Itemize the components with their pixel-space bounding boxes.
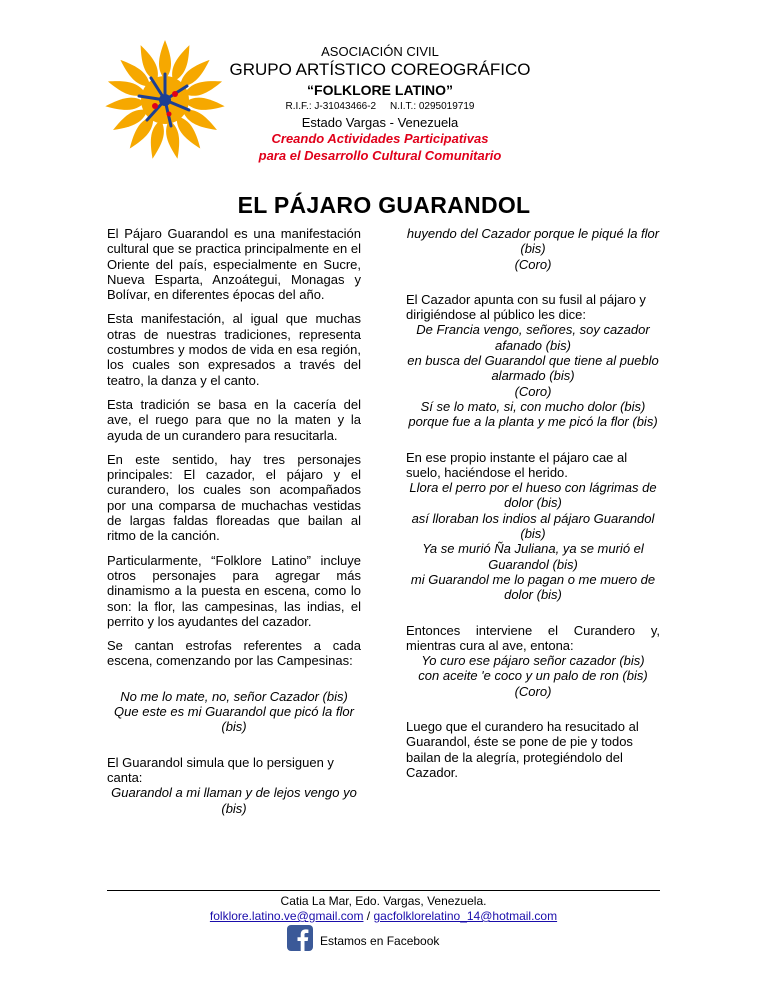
- paragraph: Entonces interviene el Curandero y, mientras cura al ave, entona:: [406, 622, 660, 653]
- page-title: EL PÁJARO GUARANDOL: [237, 192, 531, 218]
- verse: Que este es mi Guarandol que picó la flor (bis): [114, 704, 354, 735]
- verse: (Coro): [514, 683, 552, 699]
- paragraph: Esta manifestación, al igual que muchas otras de nuestras tradiciones, representa costumbres y modos de vida en esa región, los cuales son expresados a través del teatro, la danza y el canto.: [107, 311, 361, 388]
- paragraph: En ese propio instante el pájaro cae al suelo, haciéndose el herido.: [406, 449, 628, 480]
- paragraph: El Cazador apunta con su fusil al pájaro y dirigiéndose al público les dice:: [406, 291, 646, 323]
- header-slogan-1: Creando Actividades Participativas: [271, 131, 489, 146]
- header-org-type: ASOCIACIÓN CIVIL: [321, 44, 439, 59]
- verse: No me lo mate, no, señor Cazador (bis): [120, 688, 348, 704]
- verse: en busca del Guarandol que tiene al pueblo alarmado (bis): [407, 353, 659, 384]
- email-separator: /: [363, 909, 374, 923]
- verse: De Francia vengo, señores, soy cazador afanado (bis): [416, 322, 650, 353]
- facebook-label[interactable]: Estamos en Facebook: [320, 934, 440, 948]
- paragraph: Particularmente, “Folklore Latino” incluye otros personajes para agregar más dinamismo a la puesta en escena, como lo son: la flor, las campesinas, las indias, el perrito y los ayudantes del cazador.: [107, 552, 361, 629]
- paragraph: El Guarandol simula que lo persiguen y canta:: [107, 754, 334, 785]
- header-location: Estado Vargas - Venezuela: [301, 115, 459, 130]
- paragraph: Esta tradición se basa en la cacería del ave, el ruego para que no la maten y la ayuda de un curandero para resucitarla.: [107, 396, 361, 443]
- email-link-hotmail[interactable]: gacfolklorelatino_14@hotmail.com: [373, 909, 558, 923]
- header-org-name: GRUPO ARTÍSTICO COREOGRÁFICO: [229, 60, 531, 79]
- verse: Sí se lo mato, si, con mucho dolor (bis): [420, 398, 646, 414]
- verse: Guarandol a mi llaman y de lejos vengo yo (bis): [111, 785, 357, 816]
- header-group-name: “FOLKLORE LATINO”: [307, 82, 453, 98]
- paragraph: El Pájaro Guarandol es una manifestación cultural que se practica principalmente en el Oriente del país, especialmente en Sucre, Nueva Esparta, Anzoátegui, Monagas y Bolívar, en diferentes épocas del año.: [107, 226, 361, 303]
- verse: mi Guarandol me lo pagan o me muero de dolor (bis): [410, 571, 656, 603]
- paragraph: Se cantan estrofas referentes a cada escena, comenzando por las Campesinas:: [107, 638, 361, 669]
- right-column: [406, 226, 660, 789]
- verse: porque fue a la planta y me picó la flor (bis): [408, 414, 658, 430]
- paragraph: En este sentido, hay tres personajes principales: El cazador, el pájaro y el curandero, los cuales son acompañados por una comparsa de muchachas vestidas de largas faldas floreadas que bailan al ritmo de la canción.: [107, 451, 361, 544]
- header-slogan-2: para el Desarrollo Cultural Comunitario: [258, 148, 502, 163]
- verse: huyendo del Cazador porque le piqué la flor (bis): [406, 226, 660, 257]
- verse: Llora el perro por el hueso con lágrimas de dolor (bis): [409, 480, 657, 511]
- footer-address: Catia La Mar, Edo. Vargas, Venezuela.: [280, 894, 487, 908]
- verse: así lloraban los indios al pájaro Guarandol (bis): [411, 510, 655, 542]
- verse: Yo curo ese pájaro señor cazador (bis): [421, 653, 645, 669]
- email-link-gmail[interactable]: folklore.latino.ve@gmail.com: [209, 909, 364, 923]
- facebook-icon[interactable]: [287, 925, 313, 951]
- sun-logo-icon: [103, 38, 228, 163]
- verse: (Coro): [514, 383, 552, 399]
- left-column: [107, 226, 361, 816]
- footer-divider: [107, 890, 660, 891]
- paragraph: Luego que el curandero ha resucitado al Guarandol, éste se pone de pie y todos bailan de la alegría, protegiéndolo del Cazador.: [406, 719, 639, 780]
- footer-emails: [107, 909, 660, 923]
- verse: (Coro): [514, 256, 552, 272]
- verse: con aceite 'e coco y un palo de ron (bis): [418, 668, 648, 684]
- verse: Ya se murió Ña Juliana, ya se murió el Guarandol (bis): [422, 541, 644, 572]
- header-rif-nit: R.I.F.: J-31043466-2 N.I.T.: 0295019719: [285, 101, 475, 112]
